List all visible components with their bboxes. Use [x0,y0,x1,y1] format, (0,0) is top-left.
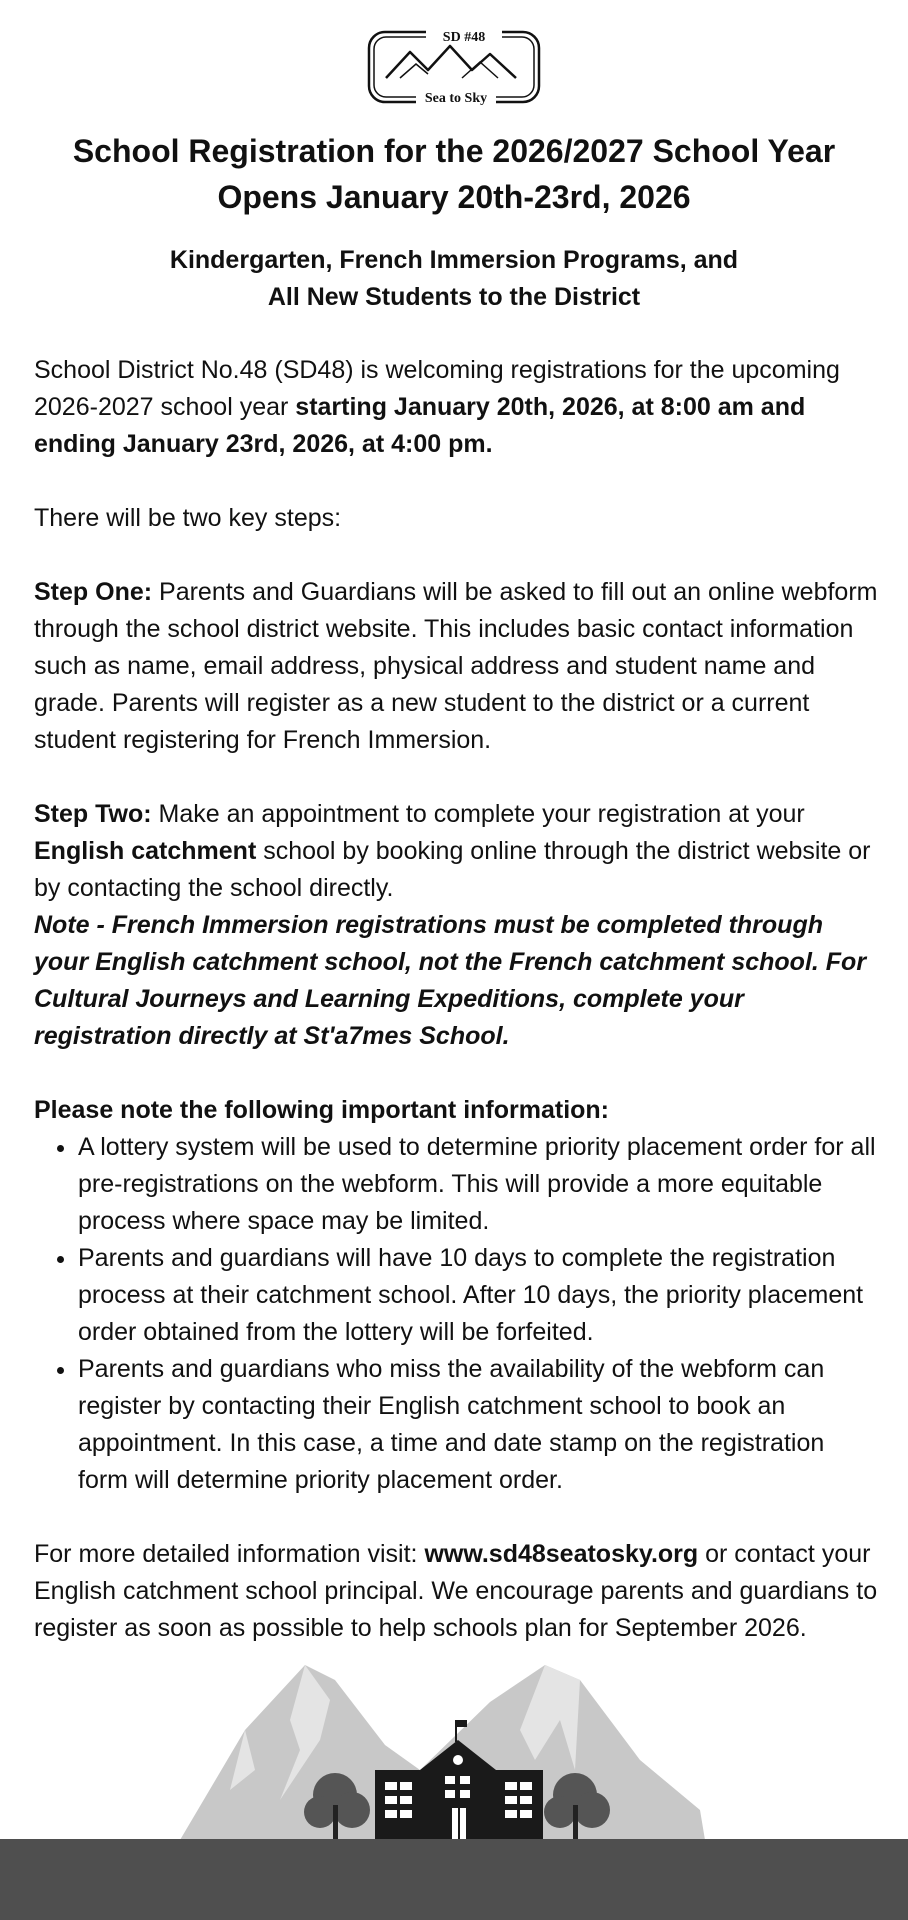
important-heading [34,1092,880,1129]
important-list [34,1129,880,1499]
step-two-label: Step Two: [34,800,152,828]
step-two-paragraph [34,796,880,907]
important-heading-text: Please note the following important information: [34,1096,610,1124]
closing-text-a: For more detailed information visit: [34,1540,425,1568]
list-item: • Parents and guardians will have 10 days to complete the registration process at their catchment school. After 10 days, the priority placement order obtained from the lottery will be forfeited. [78,1240,880,1351]
page-title [40,128,868,220]
intro-text: School District No.48 (SD48) is welcoming registrations for the upcoming 2026-2027 school year [34,356,840,421]
district-logo [366,28,542,106]
closing-paragraph [34,1536,880,1647]
step-one-text: Parents and Guardians will be asked to fill out an online webform through the school district website. This includes basic contact information such as name, email address, physical address and student name and grade. Parents will register as a new student to the district or a current student registering for French Immersion. [34,578,878,754]
title-line-2: Opens January 20th-23rd, 2026 [217,179,691,215]
step-two-bold: English catchment [34,837,257,865]
page-subtitle [40,242,868,316]
school-building-icon [0,1660,908,1840]
school-mountain-illustration [0,1660,908,1840]
title-line-1: School Registration for the 2026/2027 School Year [72,133,836,169]
closing-text-b: or contact your English catchment school principal. We encourage parents and guardians to register as soon as possible to help schools plan for September 2026. [34,1540,878,1642]
step-two-text-a: Make an appointment to complete your registration at your [151,800,805,828]
subtitle-line-2: All New Students to the District [267,283,641,311]
district-website-link[interactable]: www.sd48seatosky.org [424,1540,699,1568]
mountain-logo-icon [366,28,542,106]
footer-bar [0,1839,908,1920]
step-two-text-b: school by booking online through the district website or by contacting the school directly. [34,837,871,902]
steps-intro: There will be two key steps: [34,504,342,532]
step-one-label: Step One: [34,578,153,606]
step-one-paragraph [34,574,880,759]
logo-bottom-text: Sea to Sky [424,91,488,106]
notice-body [34,352,880,1684]
intro-paragraph [34,352,880,463]
list-item: • Parents and guardians who miss the availability of the webform can register by contacting their English catchment school to book an appointment. In this case, a time and date stamp on the registration form will determine priority placement order. [78,1351,880,1499]
intro-dates: starting January 20th, 2026, at 8:00 am and ending January 23rd, 2026, at 4:00 pm. [34,393,806,458]
logo-top-text: SD #48 [442,30,486,45]
list-item: • A lottery system will be used to determine priority placement order for all pre-registrations on the webform. This will provide a more equitable process where space may be limited. [78,1129,880,1240]
subtitle-line-1: Kindergarten, French Immersion Programs, and [169,246,739,274]
french-immersion-note: Note - French Immersion registrations must be completed through your English catchment school, not the French catchment school. For Cultural Journeys and Learning Expeditions, complete your registration directly at St'a7mes School. [34,911,867,1050]
